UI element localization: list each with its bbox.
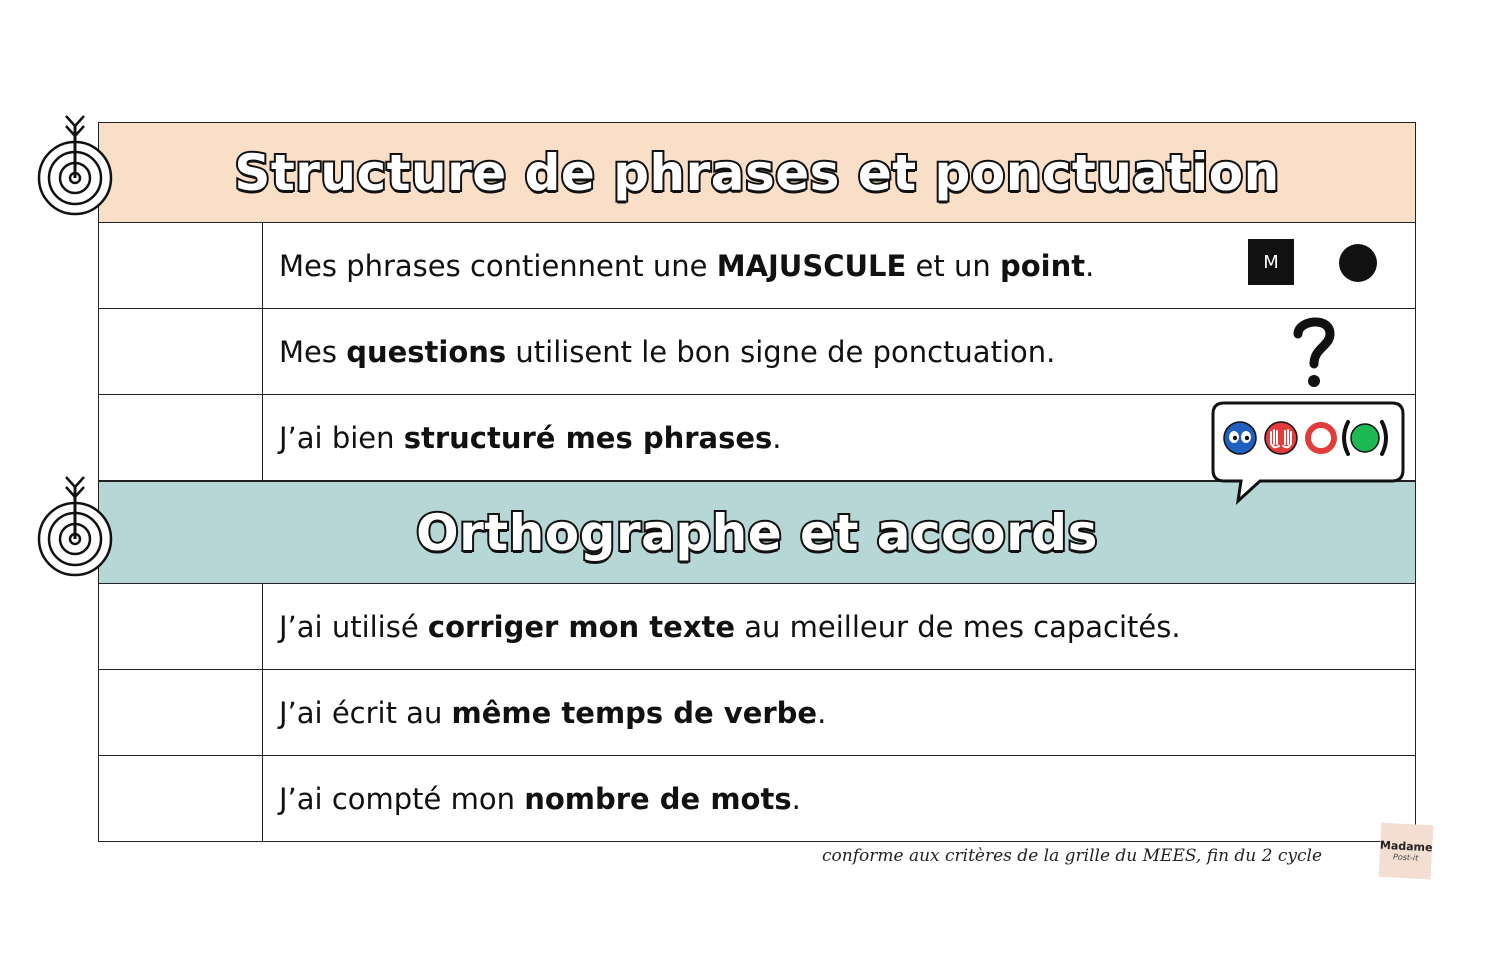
checkbox-cell[interactable] bbox=[99, 584, 263, 669]
criterion-row bbox=[99, 584, 1415, 670]
checkbox-cell[interactable] bbox=[99, 756, 263, 842]
section-title: Orthographe et accords bbox=[416, 503, 1098, 562]
speech-bubble-icon bbox=[1210, 400, 1406, 506]
criterion-text: J’ai écrit au même temps de verbe . bbox=[279, 695, 827, 730]
brand-logo: Madame Post-it bbox=[1379, 823, 1434, 880]
criterion-text: J’ai bien structuré mes phrases . bbox=[279, 420, 782, 455]
criterion-row bbox=[99, 670, 1415, 756]
criterion-row bbox=[99, 223, 1415, 309]
criterion-row bbox=[99, 309, 1415, 395]
section-header-structure bbox=[99, 123, 1415, 223]
criterion-text: Mes questions utilisent le bon signe de ponctuation. bbox=[279, 334, 1056, 369]
footer-note: conforme aux critères de la grille du MEES, fin du 2 cycle bbox=[822, 846, 1323, 866]
criterion-text: J’ai utilisé corriger mon texte au meilleur de mes capacités. bbox=[279, 609, 1181, 644]
section-title: Structure de phrases et ponctuation bbox=[234, 143, 1280, 202]
criterion-text: Mes phrases contiennent une MAJUSCULE et un point . bbox=[279, 248, 1095, 283]
checkbox-cell[interactable] bbox=[99, 395, 263, 480]
checkbox-cell[interactable] bbox=[99, 670, 263, 755]
capital-m-icon: M bbox=[1248, 239, 1294, 285]
criterion-row bbox=[99, 756, 1415, 842]
target-arrow-icon bbox=[36, 110, 114, 220]
checkbox-cell[interactable] bbox=[99, 223, 263, 308]
dot-icon bbox=[1339, 244, 1377, 282]
checkbox-cell[interactable] bbox=[99, 309, 263, 394]
target-arrow-icon bbox=[36, 471, 114, 581]
criterion-text: J’ai compté mon nombre de mots . bbox=[279, 782, 801, 816]
question-mark-icon bbox=[1290, 314, 1338, 390]
